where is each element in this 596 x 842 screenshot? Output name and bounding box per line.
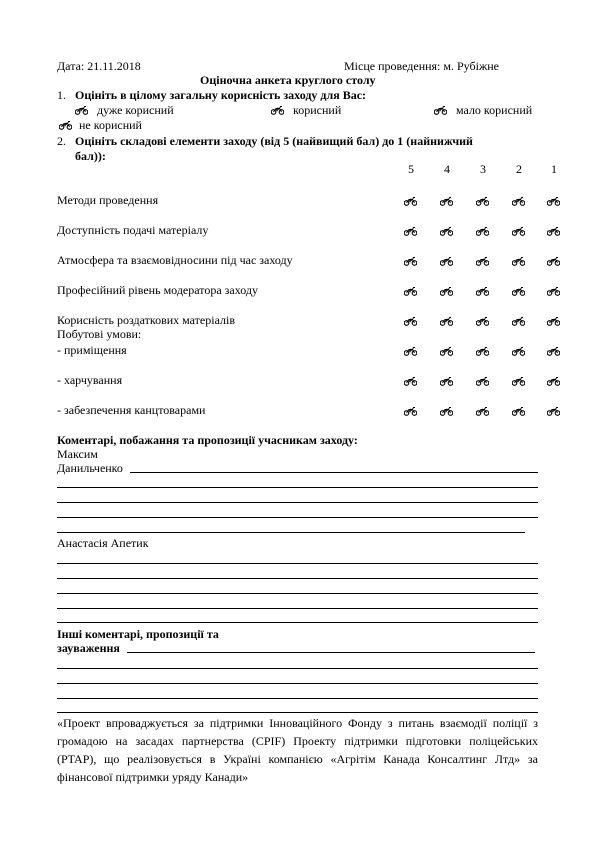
- date-label: Дата: 21.11.2018: [57, 59, 141, 73]
- comment-line[interactable]: [57, 698, 538, 699]
- rating-option-3-icon[interactable]: [476, 226, 489, 236]
- scale-2: 2: [516, 162, 522, 176]
- rating-row-label: Доступність подачі матеріалу: [57, 223, 209, 237]
- motorcycle-icon: [434, 105, 447, 115]
- comment-line[interactable]: [57, 622, 538, 623]
- rating-option-4-icon[interactable]: [440, 256, 453, 266]
- rating-option-3-icon[interactable]: [476, 256, 489, 266]
- comment-line[interactable]: [57, 502, 538, 503]
- form-title: Оціночна анкета круглого столу: [200, 73, 376, 87]
- rating-option-2-icon[interactable]: [512, 316, 525, 326]
- rating-option-1-icon[interactable]: [547, 226, 560, 236]
- rating-option-5-icon[interactable]: [404, 226, 417, 236]
- rating-row-label: - харчування: [57, 373, 123, 387]
- q1-option-not-useful[interactable]: [59, 118, 142, 132]
- rating-option-3-icon[interactable]: [476, 346, 489, 356]
- rating-option-5-icon[interactable]: [404, 406, 417, 416]
- other-comments-heading-2: зауваження: [57, 641, 120, 655]
- q2-question-line2: бал)):: [75, 149, 106, 163]
- rating-option-1-icon[interactable]: [547, 316, 560, 326]
- project-footer-note: «Проект впроваджується за підтримки Інноваційного Фонду з питань взаємодії поліції з громадою на засадах партнерства (CPIF) Проекту підтримки підготовки поліцейських (PTAP), що реалізовується в Україні компанією «Агрітім Канада Консалтинг Лтд» за фінансової підтримки уряду Канади»: [57, 716, 538, 784]
- q1-option-label: корисний: [293, 103, 342, 117]
- comment-line[interactable]: [57, 668, 538, 669]
- q1-option-label: дуже корисний: [97, 103, 174, 117]
- place-label: Місце проведення: м. Рубіжне: [344, 59, 499, 73]
- rating-option-2-icon[interactable]: [512, 226, 525, 236]
- rating-option-1-icon[interactable]: [547, 406, 560, 416]
- rating-option-1-icon[interactable]: [547, 196, 560, 206]
- motorcycle-icon: [75, 105, 88, 115]
- scale-5: 5: [408, 162, 414, 176]
- rating-option-5-icon[interactable]: [404, 316, 417, 326]
- q1-option-useful[interactable]: [271, 103, 341, 117]
- comment-line[interactable]: [57, 593, 538, 594]
- q1-question: Оцініть в цілому загальну корисність заходу для Вас:: [75, 88, 367, 102]
- q1-option-label: не корисний: [79, 118, 142, 132]
- rating-option-4-icon[interactable]: [440, 316, 453, 326]
- comment-line[interactable]: [57, 608, 538, 609]
- rating-option-2-icon[interactable]: [512, 256, 525, 266]
- rating-row-label: - забезпечення канцтоварами: [57, 403, 206, 417]
- household-subheading: Побутові умови:: [57, 327, 142, 341]
- rating-option-1-icon[interactable]: [547, 286, 560, 296]
- rating-option-1-icon[interactable]: [547, 346, 560, 356]
- q2-question-line1: Оцініть складові елементи заходу (від 5 (найвищий бал) до 1 (найнижчий: [75, 134, 473, 148]
- q1-option-little-useful[interactable]: [434, 103, 532, 117]
- rating-option-4-icon[interactable]: [440, 376, 453, 386]
- motorcycle-icon: [271, 105, 284, 115]
- rating-option-3-icon[interactable]: [476, 286, 489, 296]
- rating-option-2-icon[interactable]: [512, 376, 525, 386]
- rating-option-1-icon[interactable]: [547, 256, 560, 266]
- q2-number: 2.: [57, 134, 66, 148]
- scale-3: 3: [480, 162, 486, 176]
- rating-option-2-icon[interactable]: [512, 346, 525, 356]
- comment-line[interactable]: [57, 712, 538, 713]
- rating-row-label: Професійний рівень модератора заходу: [57, 283, 259, 297]
- rating-option-5-icon[interactable]: [404, 196, 417, 206]
- participant-name-2: Анастасія Апетик: [57, 536, 149, 550]
- rating-option-2-icon[interactable]: [512, 286, 525, 296]
- scale-4: 4: [444, 162, 450, 176]
- rating-row-label: Атмосфера та взаємовідносини під час заходу: [57, 253, 293, 267]
- rating-option-3-icon[interactable]: [476, 196, 489, 206]
- comment-line[interactable]: [57, 578, 538, 579]
- rating-option-5-icon[interactable]: [404, 286, 417, 296]
- rating-option-1-icon[interactable]: [547, 376, 560, 386]
- comment-line[interactable]: [57, 532, 525, 533]
- participant-name-1a: Максим: [57, 447, 98, 461]
- q1-number: 1.: [57, 88, 66, 102]
- rating-option-5-icon[interactable]: [404, 346, 417, 356]
- comment-line[interactable]: [57, 563, 538, 564]
- participant-name-1b: Данильченко: [57, 461, 123, 475]
- rating-option-3-icon[interactable]: [476, 406, 489, 416]
- rating-option-2-icon[interactable]: [512, 406, 525, 416]
- rating-option-4-icon[interactable]: [440, 196, 453, 206]
- q1-option-label: мало корисний: [456, 103, 533, 117]
- rating-row-label: Методи проведення: [57, 193, 159, 207]
- q1-option-very-useful[interactable]: [75, 103, 174, 117]
- comment-line[interactable]: [57, 683, 538, 684]
- scale-1: 1: [551, 162, 557, 176]
- comment-line[interactable]: [127, 652, 535, 653]
- rating-option-4-icon[interactable]: [440, 226, 453, 236]
- rating-option-3-icon[interactable]: [476, 376, 489, 386]
- rating-row-label: Корисність роздаткових матеріалів: [57, 313, 236, 327]
- comment-line[interactable]: [130, 472, 538, 473]
- comment-line[interactable]: [57, 517, 538, 518]
- comment-line[interactable]: [57, 487, 538, 488]
- rating-row-label: - приміщення: [57, 343, 127, 357]
- rating-option-3-icon[interactable]: [476, 316, 489, 326]
- rating-option-4-icon[interactable]: [440, 346, 453, 356]
- comments-heading: Коментарі, побажання та пропозиції учасникам заходу:: [57, 433, 358, 447]
- other-comments-heading-1: Інші коментарі, пропозиції та: [57, 627, 219, 641]
- rating-option-5-icon[interactable]: [404, 256, 417, 266]
- motorcycle-icon: [59, 120, 72, 130]
- rating-option-2-icon[interactable]: [512, 196, 525, 206]
- rating-option-4-icon[interactable]: [440, 406, 453, 416]
- rating-option-4-icon[interactable]: [440, 286, 453, 296]
- rating-option-5-icon[interactable]: [404, 376, 417, 386]
